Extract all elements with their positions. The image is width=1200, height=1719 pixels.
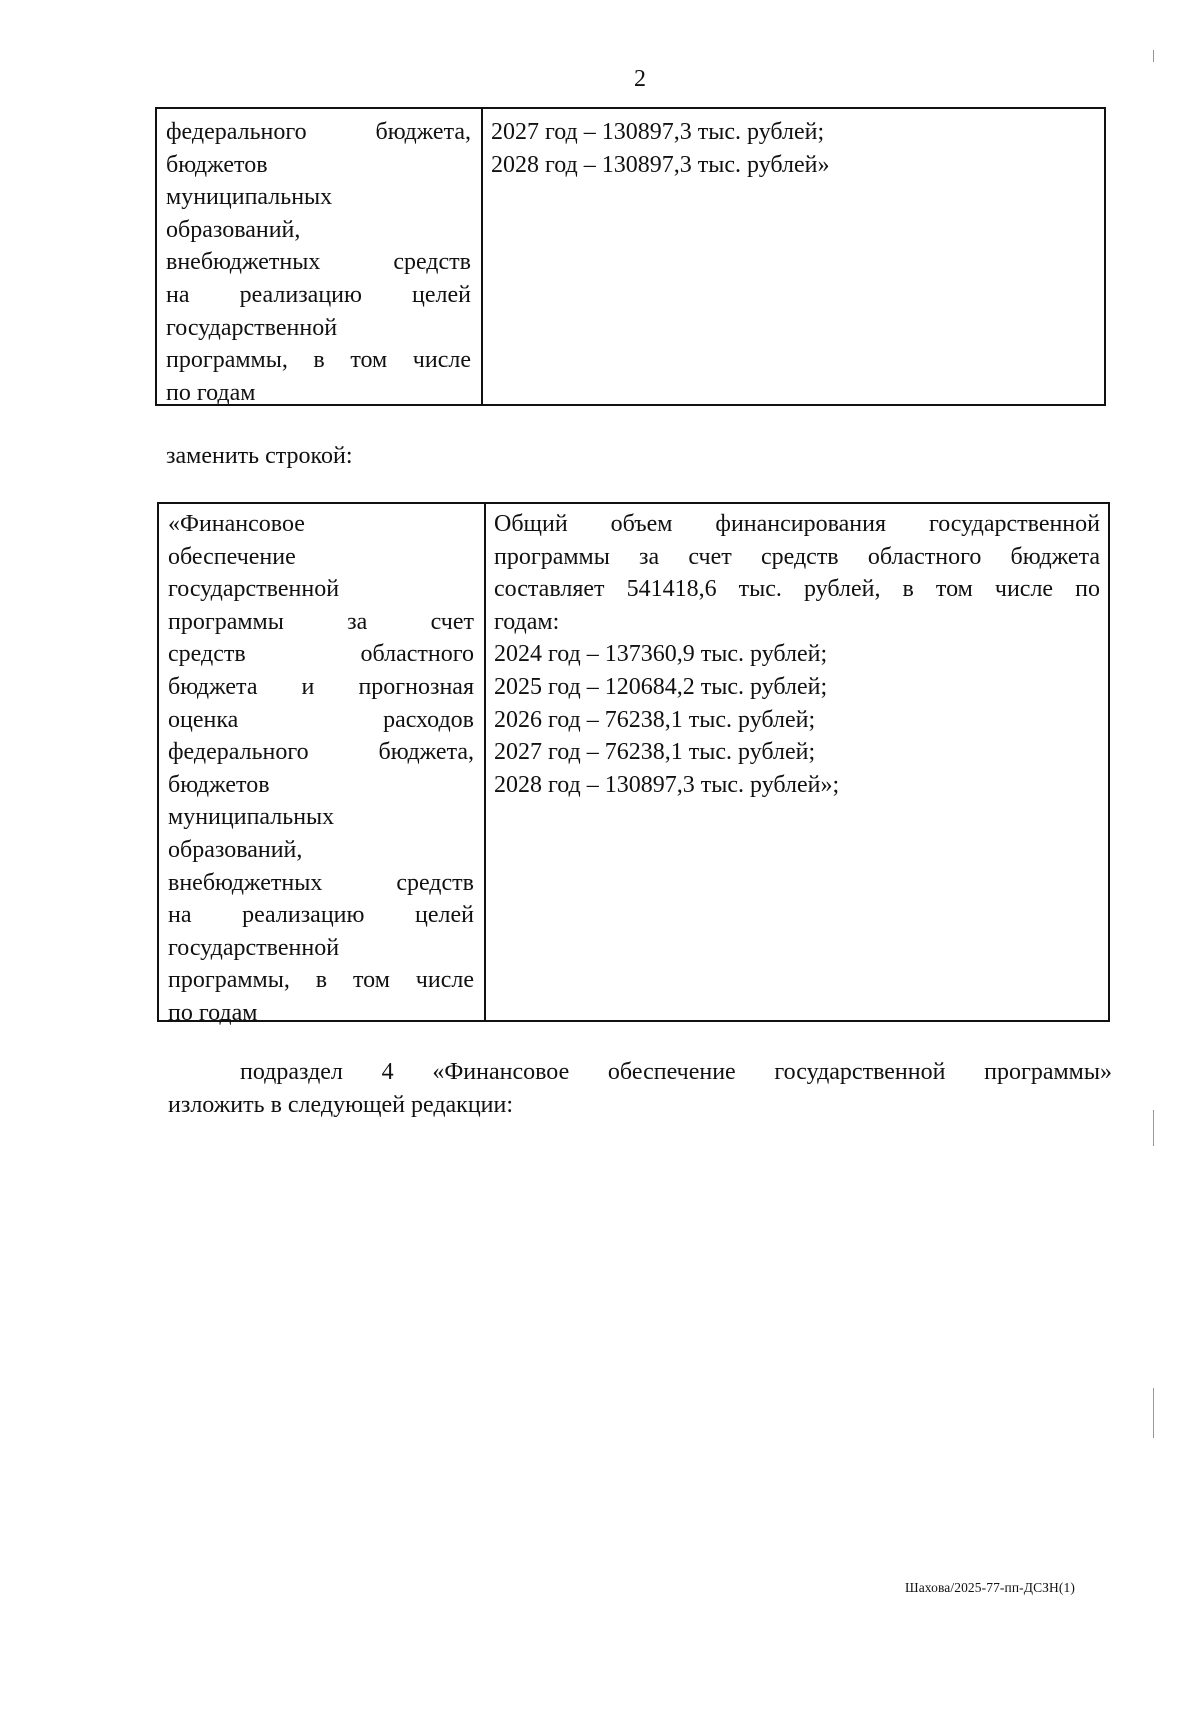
cell-line: 2027 год – 76238,1 тыс. рублей; [494, 739, 816, 766]
cell-line: 2027 год – 130897,3 тыс. рублей; [491, 119, 825, 145]
cell-line: «Финансовое [168, 511, 305, 537]
table-left-cell [166, 116, 471, 409]
cell-line: государственной [166, 314, 338, 341]
cell-line: годам: [494, 608, 560, 635]
cell-line: 2028 год – 130897,3 тыс. рублей» [491, 151, 830, 178]
table-left-cell [168, 508, 474, 1030]
cell-line: внебюджетных средств [168, 869, 474, 896]
document-footer-code: Шахова/2025-77-пп-ДСЗН(1) [905, 1580, 1075, 1595]
paragraph-line: изложить в следующей редакции: [168, 1091, 514, 1118]
cell-line: Общий объем финансирования государственной [494, 511, 1100, 537]
cell-line: бюджета и прогнозная [168, 673, 474, 700]
table-column-divider [481, 109, 483, 404]
page-number: 2 [634, 66, 646, 92]
cell-line: 2025 год – 120684,2 тыс. рублей; [494, 673, 828, 700]
cell-line: образований, [166, 216, 301, 243]
table-column-divider [484, 504, 486, 1020]
cell-line: средств областного [168, 641, 474, 668]
cell-line: на реализацию целей [168, 902, 474, 929]
table-top-fragment [155, 107, 1106, 406]
replace-label: заменить строкой: [166, 443, 353, 469]
body-paragraph [168, 1056, 1112, 1121]
cell-line: 2026 год – 76238,1 тыс. рублей; [494, 706, 816, 733]
cell-line: программы, в том числе [166, 347, 471, 374]
cell-line: по годам [168, 999, 258, 1026]
cell-line: обеспечение [168, 543, 296, 570]
paragraph-line: подраздел 4 «Финансовое обеспечение государственной программы» [240, 1059, 1112, 1085]
cell-line: бюджетов [166, 151, 268, 178]
cell-line: федерального бюджета, [166, 119, 471, 145]
cell-line: программы за счет средств областного бюджета [494, 543, 1100, 570]
cell-line: муниципальных [166, 184, 333, 211]
cell-line: государственной [168, 934, 340, 961]
cell-line: муниципальных [168, 804, 335, 831]
cell-line: 2024 год – 137360,9 тыс. рублей; [494, 641, 828, 668]
table-right-cell [491, 116, 1096, 181]
cell-line: оценка расходов [168, 706, 474, 733]
cell-line: внебюджетных средств [166, 249, 471, 276]
scan-mark [1153, 1388, 1154, 1438]
cell-line: программы, в том числе [168, 967, 474, 994]
cell-line: составляет 541418,6 тыс. рублей, в том числе по [494, 576, 1100, 603]
cell-line: государственной [168, 576, 340, 603]
cell-line: образований, [168, 836, 303, 863]
scan-mark [1153, 50, 1154, 62]
scan-mark [1153, 1110, 1154, 1146]
cell-line: бюджетов [168, 771, 270, 798]
table-right-cell [494, 508, 1100, 801]
cell-line: на реализацию целей [166, 281, 471, 308]
cell-line: 2028 год – 130897,3 тыс. рублей»; [494, 771, 840, 798]
cell-line: программы за счет [168, 608, 474, 635]
table-replacement-row [157, 502, 1110, 1026]
cell-line: федерального бюджета, [168, 739, 474, 766]
cell-line: по годам [166, 379, 256, 406]
